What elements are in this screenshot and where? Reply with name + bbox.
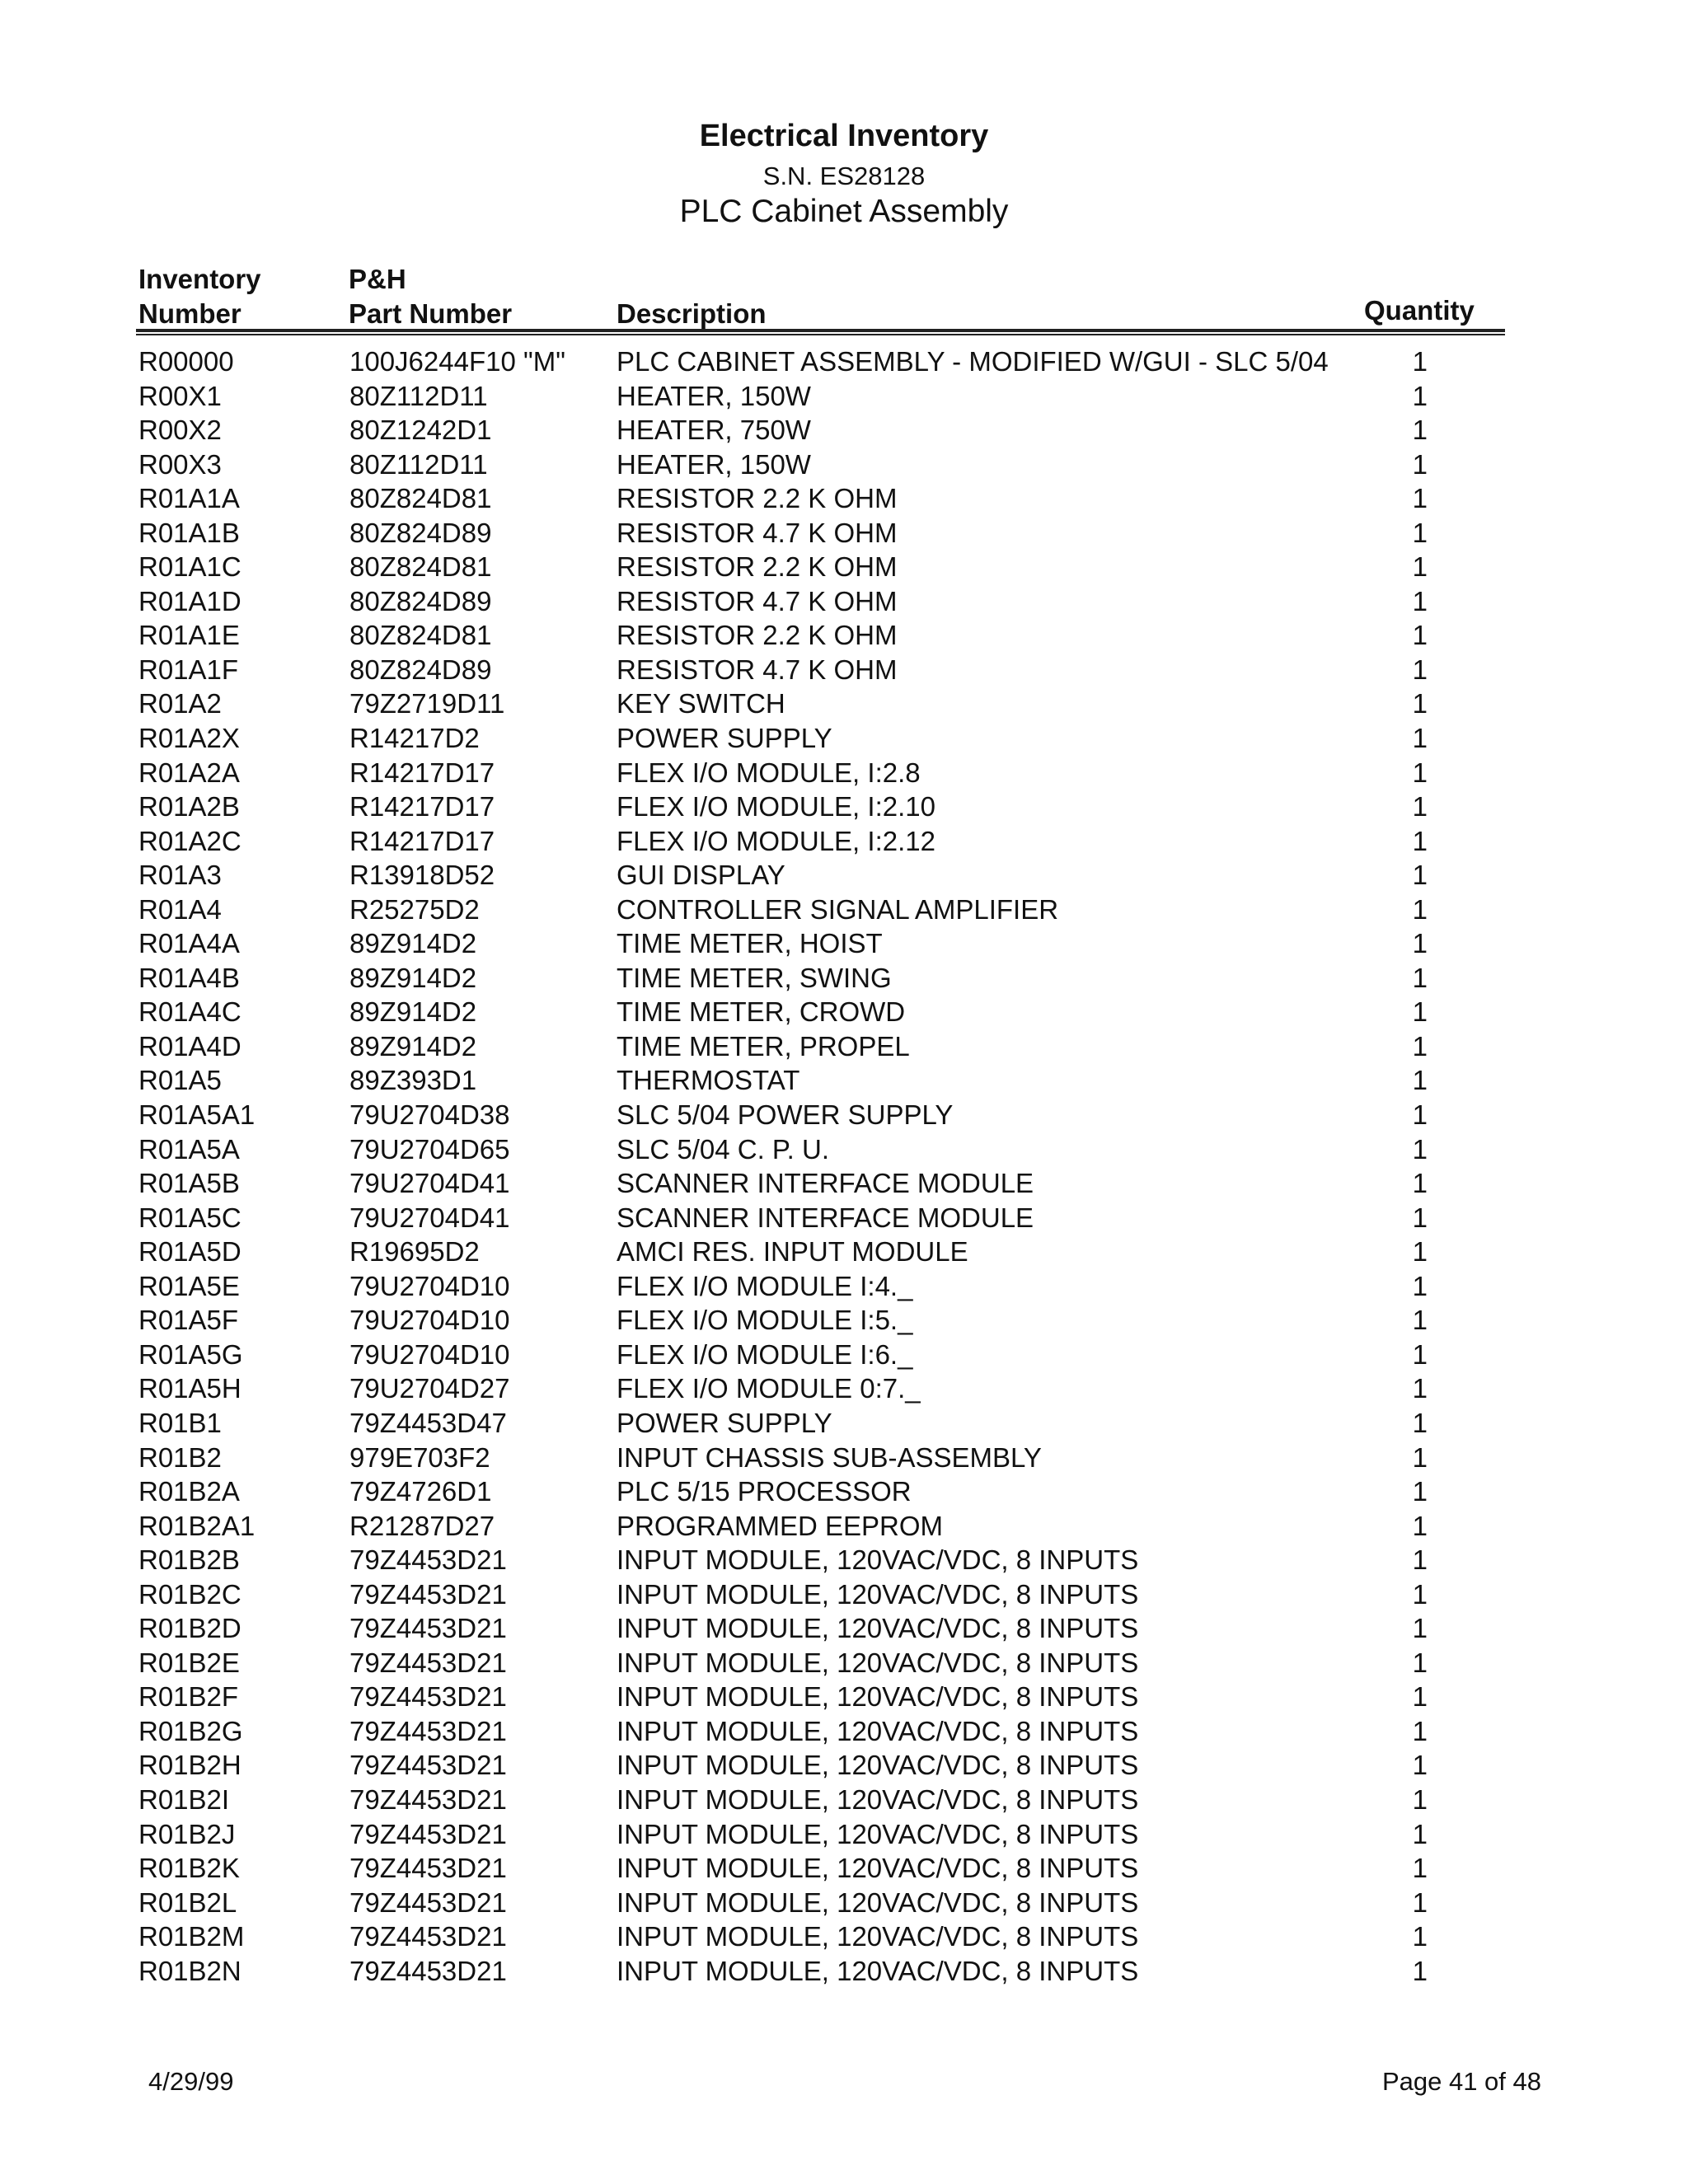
quantity-cell: 1: [1412, 1510, 1428, 1541]
quantity-cell: 1: [1412, 1476, 1428, 1507]
description-cell: HEATER, 150W: [617, 448, 811, 480]
table-row: [0, 1474, 1688, 1509]
inventory-number-cell: R01A5F: [138, 1305, 239, 1336]
serial-number: S.N. ES28128: [762, 162, 926, 190]
description-cell: KEY SWITCH: [617, 688, 785, 719]
part-number-cell: R14217D17: [349, 757, 495, 788]
table-row: [0, 1611, 1688, 1646]
quantity-cell: 1: [1412, 380, 1428, 411]
quantity-cell: 1: [1412, 1955, 1428, 1986]
table-row: [0, 824, 1688, 859]
part-number-cell: 79Z4726D1: [349, 1476, 492, 1507]
part-number-cell: 979E703F2: [349, 1441, 490, 1473]
table-row: [0, 1714, 1688, 1749]
table-row: [0, 1371, 1688, 1406]
table-row: [0, 1235, 1688, 1269]
part-number-cell: 80Z824D89: [349, 517, 492, 548]
table-row: [0, 1303, 1688, 1338]
document-subtitle: PLC Cabinet Assembly: [679, 194, 1009, 229]
description-cell: INPUT MODULE, 120VAC/VDC, 8 INPUTS: [617, 1886, 1139, 1918]
table-row: [0, 1441, 1688, 1475]
header-divider-thin: [136, 334, 1505, 335]
inventory-number-cell: R01A4A: [138, 928, 240, 959]
quantity-cell: 1: [1412, 1099, 1428, 1131]
quantity-cell: 1: [1412, 517, 1428, 548]
inventory-number-cell: R01A5G: [138, 1338, 243, 1370]
part-number-cell: 80Z1242D1: [349, 415, 492, 446]
column-header-part-line2: Part Number: [349, 298, 513, 329]
part-number-cell: R14217D2: [349, 723, 480, 754]
table-row: [0, 1748, 1688, 1783]
inventory-number-cell: R01B2A1: [138, 1510, 256, 1541]
description-cell: INPUT MODULE, 120VAC/VDC, 8 INPUTS: [617, 1715, 1139, 1746]
column-header-description: Description: [617, 298, 767, 329]
part-number-cell: 80Z824D81: [349, 483, 492, 514]
inventory-number-cell: R01A5E: [138, 1270, 240, 1301]
description-cell: FLEX I/O MODULE, I:2.12: [617, 825, 935, 856]
quantity-cell: 1: [1412, 585, 1428, 616]
quantity-cell: 1: [1412, 1544, 1428, 1576]
quantity-cell: 1: [1412, 928, 1428, 959]
part-number-cell: R14217D17: [349, 791, 495, 823]
table-row: [0, 1338, 1688, 1372]
part-number-cell: R19695D2: [349, 1236, 480, 1268]
description-cell: INPUT MODULE, 120VAC/VDC, 8 INPUTS: [617, 1544, 1139, 1576]
part-number-cell: 79U2704D27: [349, 1373, 510, 1404]
inventory-number-cell: R01A2: [138, 688, 222, 719]
part-number-cell: 79U2704D10: [349, 1270, 510, 1301]
table-row: [0, 926, 1688, 961]
description-cell: INPUT MODULE, 120VAC/VDC, 8 INPUTS: [617, 1613, 1139, 1644]
description-cell: FLEX I/O MODULE I:5._: [617, 1305, 913, 1336]
quantity-cell: 1: [1412, 962, 1428, 993]
inventory-number-cell: R01B2M: [138, 1921, 245, 1952]
part-number-cell: 100J6244F10 "M": [349, 346, 565, 377]
description-cell: FLEX I/O MODULE I:4._: [617, 1270, 913, 1301]
inventory-number-cell: R00000: [138, 346, 234, 377]
quantity-cell: 1: [1412, 620, 1428, 651]
quantity-cell: 1: [1412, 1783, 1428, 1815]
header-divider: [136, 329, 1505, 332]
inventory-number-cell: R01A3: [138, 860, 222, 891]
table-row: [0, 721, 1688, 756]
inventory-number-cell: R01A5: [138, 1065, 222, 1096]
quantity-cell: 1: [1412, 483, 1428, 514]
quantity-cell: 1: [1412, 346, 1428, 377]
table-row: [0, 379, 1688, 414]
description-cell: PLC 5/15 PROCESSOR: [617, 1476, 912, 1507]
description-cell: INPUT MODULE, 120VAC/VDC, 8 INPUTS: [617, 1818, 1139, 1849]
part-number-cell: 79Z4453D21: [349, 1578, 507, 1610]
quantity-cell: 1: [1412, 1853, 1428, 1884]
description-cell: INPUT MODULE, 120VAC/VDC, 8 INPUTS: [617, 1578, 1139, 1610]
quantity-cell: 1: [1412, 551, 1428, 583]
inventory-number-cell: R01B2H: [138, 1750, 241, 1781]
inventory-number-cell: R01A5H: [138, 1373, 241, 1404]
table-row: [0, 1063, 1688, 1098]
description-cell: HEATER, 750W: [617, 415, 811, 446]
part-number-cell: R14217D17: [349, 825, 495, 856]
inventory-number-cell: R01A4B: [138, 962, 240, 993]
inventory-number-cell: R01A1A: [138, 483, 240, 514]
description-cell: INPUT MODULE, 120VAC/VDC, 8 INPUTS: [617, 1955, 1139, 1986]
description-cell: TIME METER, PROPEL: [617, 1030, 910, 1062]
table-row: [0, 1919, 1688, 1954]
inventory-number-cell: R00X2: [138, 415, 222, 446]
quantity-cell: 1: [1412, 1647, 1428, 1678]
part-number-cell: 79Z4453D47: [349, 1407, 507, 1438]
inventory-number-cell: R01A5B: [138, 1168, 240, 1199]
quantity-cell: 1: [1412, 723, 1428, 754]
table-row: [0, 1954, 1688, 1989]
quantity-cell: 1: [1412, 415, 1428, 446]
table-row: [0, 1680, 1688, 1714]
inventory-number-cell: R01B1: [138, 1407, 222, 1438]
table-row: [0, 687, 1688, 721]
inventory-number-cell: R01B2: [138, 1441, 222, 1473]
table-row: [0, 653, 1688, 687]
table-row: [0, 995, 1688, 1029]
part-number-cell: 79Z4453D21: [349, 1647, 507, 1678]
quantity-cell: 1: [1412, 1305, 1428, 1336]
quantity-cell: 1: [1412, 757, 1428, 788]
table-row: [0, 1886, 1688, 1920]
part-number-cell: 79Z4453D21: [349, 1681, 507, 1713]
table-row: [0, 481, 1688, 516]
inventory-number-cell: R01B2F: [138, 1681, 239, 1713]
part-number-cell: R21287D27: [349, 1510, 495, 1541]
inventory-number-cell: R01B2J: [138, 1818, 236, 1849]
table-row: [0, 1577, 1688, 1612]
description-cell: RESISTOR 2.2 K OHM: [617, 551, 898, 583]
description-cell: RESISTOR 2.2 K OHM: [617, 620, 898, 651]
description-cell: RESISTOR 4.7 K OHM: [617, 517, 898, 548]
inventory-number-cell: R01B2E: [138, 1647, 240, 1678]
table-row: [0, 1201, 1688, 1235]
part-number-cell: 80Z824D89: [349, 654, 492, 685]
part-number-cell: 79Z4453D21: [349, 1955, 507, 1986]
quantity-cell: 1: [1412, 1338, 1428, 1370]
description-cell: INPUT MODULE, 120VAC/VDC, 8 INPUTS: [617, 1853, 1139, 1884]
inventory-table: [0, 344, 1688, 1988]
column-header-quantity: Quantity: [1364, 295, 1475, 326]
part-number-cell: 79U2704D10: [349, 1338, 510, 1370]
quantity-cell: 1: [1412, 1133, 1428, 1165]
table-row: [0, 584, 1688, 619]
part-number-cell: 79U2704D41: [349, 1168, 510, 1199]
quantity-cell: 1: [1412, 1921, 1428, 1952]
inventory-number-cell: R00X3: [138, 448, 222, 480]
table-row: [0, 1406, 1688, 1441]
inventory-number-cell: R01A1F: [138, 654, 239, 685]
description-cell: INPUT MODULE, 120VAC/VDC, 8 INPUTS: [617, 1647, 1139, 1678]
description-cell: SLC 5/04 POWER SUPPLY: [617, 1099, 954, 1131]
description-cell: AMCI RES. INPUT MODULE: [617, 1236, 968, 1268]
description-cell: TIME METER, HOIST: [617, 928, 883, 959]
inventory-number-cell: R01A2X: [138, 723, 240, 754]
quantity-cell: 1: [1412, 1681, 1428, 1713]
description-cell: INPUT MODULE, 120VAC/VDC, 8 INPUTS: [617, 1750, 1139, 1781]
inventory-number-cell: R01B2A: [138, 1476, 240, 1507]
footer-page-number: Page 41 of 48: [1381, 2067, 1541, 2096]
inventory-number-cell: R01A4: [138, 893, 222, 925]
table-row: [0, 961, 1688, 996]
table-row: [0, 413, 1688, 448]
table-row: [0, 756, 1688, 790]
quantity-cell: 1: [1412, 825, 1428, 856]
part-number-cell: 79Z4453D21: [349, 1750, 507, 1781]
inventory-number-cell: R01A4C: [138, 996, 241, 1028]
part-number-cell: 79Z4453D21: [349, 1613, 507, 1644]
table-row: [0, 1783, 1688, 1817]
part-number-cell: 89Z914D2: [349, 928, 477, 959]
part-number-cell: 79Z4453D21: [349, 1853, 507, 1884]
column-header-inventory-line2: Number: [138, 298, 241, 329]
inventory-number-cell: R01B2G: [138, 1715, 243, 1746]
quantity-cell: 1: [1412, 1030, 1428, 1062]
part-number-cell: 79Z4453D21: [349, 1818, 507, 1849]
quantity-cell: 1: [1412, 688, 1428, 719]
part-number-cell: R25275D2: [349, 893, 480, 925]
quantity-cell: 1: [1412, 791, 1428, 823]
quantity-cell: 1: [1412, 1168, 1428, 1199]
description-cell: FLEX I/O MODULE 0:7._: [617, 1373, 921, 1404]
inventory-number-cell: R01A2B: [138, 791, 240, 823]
inventory-number-cell: R01A2C: [138, 825, 241, 856]
inventory-number-cell: R01A5D: [138, 1236, 241, 1268]
description-cell: SCANNER INTERFACE MODULE: [617, 1168, 1034, 1199]
quantity-cell: 1: [1412, 996, 1428, 1028]
description-cell: SCANNER INTERFACE MODULE: [617, 1202, 1034, 1233]
inventory-number-cell: R01B2D: [138, 1613, 241, 1644]
part-number-cell: 89Z914D2: [349, 962, 477, 993]
description-cell: GUI DISPLAY: [617, 860, 785, 891]
inventory-number-cell: R01A1B: [138, 517, 240, 548]
description-cell: INPUT CHASSIS SUB-ASSEMBLY: [617, 1441, 1042, 1473]
part-number-cell: 79Z4453D21: [349, 1783, 507, 1815]
table-row: [0, 1166, 1688, 1201]
quantity-cell: 1: [1412, 1270, 1428, 1301]
part-number-cell: 89Z914D2: [349, 996, 477, 1028]
quantity-cell: 1: [1412, 1407, 1428, 1438]
quantity-cell: 1: [1412, 1750, 1428, 1781]
description-cell: HEATER, 150W: [617, 380, 811, 411]
quantity-cell: 1: [1412, 1886, 1428, 1918]
quantity-cell: 1: [1412, 1202, 1428, 1233]
column-header-inventory-number: [138, 262, 261, 331]
quantity-cell: 1: [1412, 1373, 1428, 1404]
part-number-cell: 89Z914D2: [349, 1030, 477, 1062]
part-number-cell: 80Z112D11: [349, 448, 488, 480]
table-row: [0, 1029, 1688, 1064]
part-number-cell: 79U2704D65: [349, 1133, 510, 1165]
part-number-cell: 79U2704D38: [349, 1099, 510, 1131]
description-cell: SLC 5/04 C. P. U.: [617, 1133, 830, 1165]
description-cell: RESISTOR 2.2 K OHM: [617, 483, 898, 514]
part-number-cell: 79Z2719D11: [349, 688, 505, 719]
quantity-cell: 1: [1412, 893, 1428, 925]
inventory-number-cell: R01A4D: [138, 1030, 241, 1062]
description-cell: PLC CABINET ASSEMBLY - MODIFIED W/GUI - SLC 5/04: [617, 346, 1329, 377]
table-row: [0, 550, 1688, 584]
quantity-cell: 1: [1412, 1236, 1428, 1268]
inventory-number-cell: R01B2I: [138, 1783, 230, 1815]
quantity-cell: 1: [1412, 1441, 1428, 1473]
description-cell: INPUT MODULE, 120VAC/VDC, 8 INPUTS: [617, 1783, 1139, 1815]
table-row: [0, 618, 1688, 653]
table-row: [0, 1817, 1688, 1852]
part-number-cell: 79U2704D10: [349, 1305, 510, 1336]
table-row: [0, 344, 1688, 379]
part-number-cell: 79Z4453D21: [349, 1544, 507, 1576]
quantity-cell: 1: [1412, 1065, 1428, 1096]
part-number-cell: 80Z824D81: [349, 551, 492, 583]
part-number-cell: 79U2704D41: [349, 1202, 510, 1233]
table-row: [0, 1098, 1688, 1132]
description-cell: POWER SUPPLY: [617, 723, 832, 754]
part-number-cell: 79Z4453D21: [349, 1886, 507, 1918]
table-row: [0, 1543, 1688, 1577]
quantity-cell: 1: [1412, 1715, 1428, 1746]
table-row: [0, 1646, 1688, 1680]
inventory-number-cell: R01A5A: [138, 1133, 240, 1165]
part-number-cell: 80Z824D81: [349, 620, 492, 651]
quantity-cell: 1: [1412, 448, 1428, 480]
part-number-cell: 79Z4453D21: [349, 1715, 507, 1746]
table-row: [0, 1851, 1688, 1886]
description-cell: TIME METER, SWING: [617, 962, 892, 993]
part-number-cell: 80Z824D89: [349, 585, 492, 616]
description-cell: POWER SUPPLY: [617, 1407, 832, 1438]
table-row: [0, 1132, 1688, 1167]
inventory-number-cell: R01A1C: [138, 551, 241, 583]
inventory-number-cell: R01A5A1: [138, 1099, 256, 1131]
column-header-part-line1: P&H: [349, 264, 406, 294]
inventory-number-cell: R01A1E: [138, 620, 240, 651]
part-number-cell: R13918D52: [349, 860, 495, 891]
description-cell: CONTROLLER SIGNAL AMPLIFIER: [617, 893, 1059, 925]
table-row: [0, 516, 1688, 551]
description-cell: PROGRAMMED EEPROM: [617, 1510, 944, 1541]
table-row: [0, 893, 1688, 927]
description-cell: RESISTOR 4.7 K OHM: [617, 585, 898, 616]
quantity-cell: 1: [1412, 1613, 1428, 1644]
inventory-number-cell: R01B2L: [138, 1886, 237, 1918]
table-row: [0, 1269, 1688, 1304]
part-number-cell: 79Z4453D21: [349, 1921, 507, 1952]
inventory-number-cell: R01B2C: [138, 1578, 241, 1610]
table-row: [0, 1509, 1688, 1544]
column-header-part-number: [349, 262, 512, 331]
table-row: [0, 448, 1688, 482]
quantity-cell: 1: [1412, 860, 1428, 891]
table-row: [0, 858, 1688, 893]
quantity-cell: 1: [1412, 654, 1428, 685]
quantity-cell: 1: [1412, 1578, 1428, 1610]
inventory-number-cell: R01B2N: [138, 1955, 241, 1986]
column-header-inventory-line1: Inventory: [138, 264, 261, 294]
description-cell: FLEX I/O MODULE I:6._: [617, 1338, 913, 1370]
inventory-number-cell: R01A2A: [138, 757, 240, 788]
description-cell: FLEX I/O MODULE, I:2.10: [617, 791, 935, 823]
description-cell: THERMOSTAT: [617, 1065, 800, 1096]
inventory-number-cell: R01A1D: [138, 585, 241, 616]
quantity-cell: 1: [1412, 1818, 1428, 1849]
footer-date: 4/29/99: [148, 2067, 234, 2096]
description-cell: INPUT MODULE, 120VAC/VDC, 8 INPUTS: [617, 1681, 1139, 1713]
document-title: Electrical Inventory: [699, 119, 989, 153]
inventory-number-cell: R00X1: [138, 380, 222, 411]
description-cell: RESISTOR 4.7 K OHM: [617, 654, 898, 685]
part-number-cell: 89Z393D1: [349, 1065, 477, 1096]
part-number-cell: 80Z112D11: [349, 380, 488, 411]
description-cell: FLEX I/O MODULE, I:2.8: [617, 757, 921, 788]
inventory-number-cell: R01B2B: [138, 1544, 240, 1576]
table-row: [0, 790, 1688, 824]
description-cell: INPUT MODULE, 120VAC/VDC, 8 INPUTS: [617, 1921, 1139, 1952]
inventory-number-cell: R01B2K: [138, 1853, 240, 1884]
inventory-number-cell: R01A5C: [138, 1202, 241, 1233]
description-cell: TIME METER, CROWD: [617, 996, 906, 1028]
